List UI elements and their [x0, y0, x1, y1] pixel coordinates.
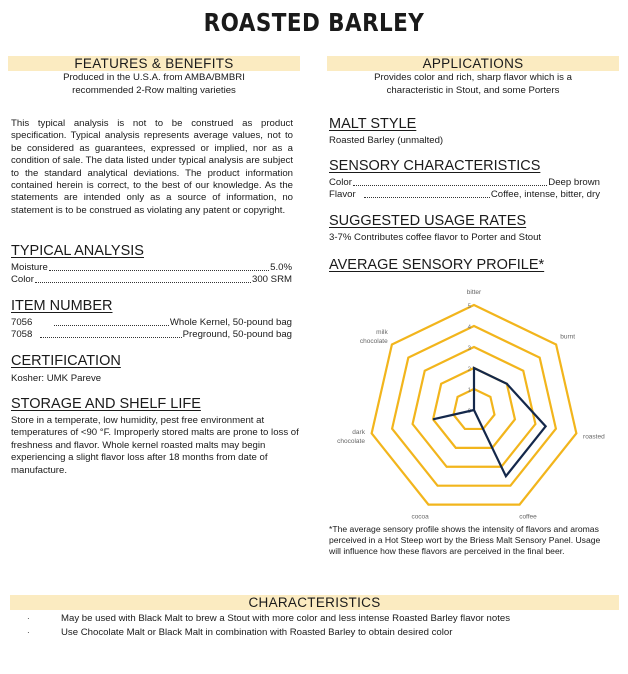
characteristic-bullet-2 — [27, 626, 453, 639]
leader-dots — [40, 337, 181, 338]
characteristic-bullet-1 — [27, 612, 510, 625]
typical-analysis-heading: TYPICAL ANALYSIS — [11, 243, 144, 259]
category-label: chocolate — [337, 437, 365, 445]
item-description: Preground, 50-pound bag — [182, 329, 292, 340]
category-label: roasted — [583, 433, 605, 441]
analysis-label: Moisture — [11, 262, 48, 273]
bullet-text: May be used with Black Malt to brew a Stout with more color and less intense Roasted Barley flavor notes — [61, 613, 510, 624]
leader-dots — [35, 282, 251, 283]
bullet-dot: · — [27, 614, 30, 623]
storage-heading: STORAGE AND SHELF LIFE — [11, 396, 201, 412]
features-line-1: Produced in the U.S.A. from AMBA/BMBRI — [63, 72, 245, 83]
malt-style-heading: MALT STYLE — [329, 116, 417, 132]
sensory-label: Flavor — [329, 189, 356, 200]
usage-text: 3-7% Contributes coffee flavor to Porter and Stout — [329, 232, 542, 243]
analysis-value: 5.0% — [270, 262, 292, 273]
category-label: bitter — [466, 289, 482, 296]
applications-heading: APPLICATIONS — [327, 56, 619, 71]
sensory-row-flavor — [329, 189, 600, 201]
item-row-7058 — [11, 329, 292, 341]
page-title: ROASTED BARLEY — [203, 8, 425, 37]
analysis-row-color — [11, 274, 292, 286]
analysis-value: 300 SRM — [252, 274, 292, 285]
applications-line-1: Provides color and rich, sharp flavor which is a — [374, 72, 572, 83]
applications-line-2: characteristic in Stout, and some Porters — [386, 85, 560, 96]
item-code: 7056 — [11, 317, 33, 328]
characteristics-heading: CHARACTERISTICS — [10, 595, 619, 610]
leader-dots — [54, 325, 169, 326]
certification-heading: CERTIFICATION — [11, 353, 121, 369]
leader-dots — [364, 197, 490, 198]
axis-tick-label: 3 — [467, 346, 471, 352]
profile-footnote: *The average sensory profile shows the intensity of flavors and aromas perceived in a Hot Steep wort by the Briess Malt Sensory Panel. Usage will influence how these flavors are perceived in the final beer. — [329, 524, 601, 556]
sensory-label: Color — [329, 177, 352, 188]
sensory-value: Coffee, intense, bitter, dry — [490, 189, 600, 200]
category-label: cocoa — [411, 513, 429, 520]
item-description: Whole Kernel, 50-pound bag — [169, 317, 292, 328]
sensory-heading: SENSORY CHARACTERISTICS — [329, 158, 541, 174]
category-label: burnt — [560, 333, 576, 341]
bullet-dot: · — [27, 628, 30, 637]
usage-heading: SUGGESTED USAGE RATES — [329, 213, 527, 229]
certification-text: Kosher: UMK Pareve — [11, 373, 102, 384]
malt-style-text: Roasted Barley (unmalted) — [329, 135, 444, 146]
bullet-text: Use Chocolate Malt or Black Malt in combination with Roasted Barley to obtain desired color — [61, 627, 453, 638]
axis-tick-label: 1 — [467, 388, 471, 394]
sensory-value: Deep brown — [548, 177, 600, 188]
item-code: 7058 — [11, 329, 33, 340]
features-line-2: recommended 2-Row malting varieties — [72, 85, 236, 96]
sensory-row-color — [329, 177, 600, 189]
sensory-radar-chart — [329, 285, 619, 520]
leader-dots — [353, 185, 547, 186]
axis-tick-label: 5 — [467, 304, 471, 310]
item-row-7056 — [11, 317, 292, 329]
category-label: coffee — [519, 513, 537, 520]
disclaimer-text: This typical analysis is not to be construed as product specification. Typical analysis represents average values, not to be considered as guarantees, expressed or implied, nor as a condition of sale. The data listed under typical analysis are subject to the standard analytical deviations. The product information contained herein is correct, to the best of our knowledge. As the statements are intended only as a source of information, no statement is to be construed as violating any patent or copyright. — [11, 118, 293, 216]
item-number-heading: ITEM NUMBER — [11, 298, 113, 314]
axis-tick-label: 4 — [467, 325, 471, 331]
axis-tick-label: 2 — [467, 367, 471, 373]
category-label: dark — [352, 428, 365, 436]
profile-heading: AVERAGE SENSORY PROFILE* — [329, 257, 545, 273]
axis-tick-label: 0 — [467, 409, 471, 415]
storage-text: Store in a temperate, low humidity, pest free environment at temperatures of <90 °F. Improperly stored malts are prone to loss of freshness and flavor. Whole kernel roasted malts may begin experiencing a slight flavor loss after 18 months from date of manufacture. — [11, 415, 299, 476]
analysis-row-moisture — [11, 262, 292, 274]
category-label: chocolate — [359, 337, 388, 345]
category-label: milk — [376, 328, 388, 336]
leader-dots — [49, 270, 269, 271]
features-heading: FEATURES & BENEFITS — [8, 56, 300, 71]
analysis-label: Color — [11, 274, 34, 285]
